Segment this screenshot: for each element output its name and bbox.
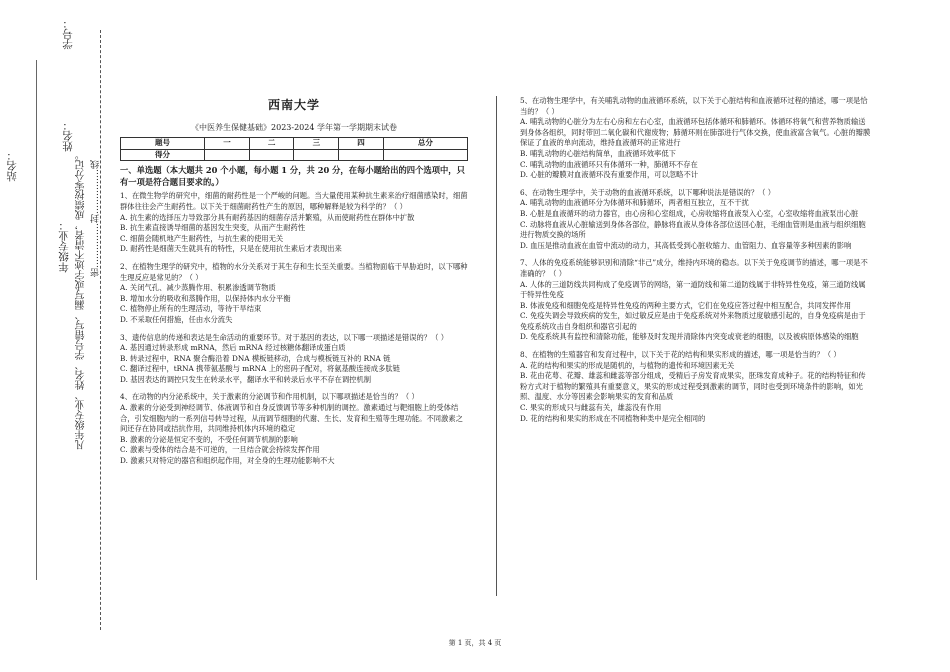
- option-b: B. 体液免疫和细胞免疫是特异性免疫的两种主要方式，它们在免疫应答过程中相互配合，共同发挥作用: [520, 300, 852, 310]
- question-stem: 3、遗传信息的传递和表达是生命活动的重要环节。对于基因的表达，以下哪一项描述是错误的？（ ）: [120, 332, 449, 342]
- question-1: [120, 191, 468, 255]
- option-c: C. 果实的形成只与雌蕊有关，雄蕊没有作用: [520, 403, 662, 413]
- option-d: D. 心脏的瓣膜对血液循环没有重要作用，可以忽略不计: [520, 170, 699, 180]
- exam-room-label: 站名：: [6, 150, 18, 182]
- question-7: [520, 258, 872, 343]
- question-stem: 2、在植物生理学的研究中，植物的水分关系对于其生存和生长至关重要。当植物面临干旱胁迫时，以下哪种生理反应是常见的？（ ）: [120, 261, 468, 282]
- option-c: C. 动脉将血液从心脏输送到身体各部位，静脉将血液从身体各部位送回心脏，毛细血管则是血液与组织细胞进行物质交换的场所: [520, 219, 866, 240]
- section-1-heading: 一、单选题（本大题共 20 个小题，每小题 1 分，共 20 分，在每小题给出的四个选项中，只有一项是符合题目要求的。）: [120, 165, 465, 187]
- page-footer: 第 1 页，共 4 页: [448, 639, 502, 647]
- option-b: B. 哺乳动物的心脏结构简单，血液循环效率低下: [520, 148, 676, 158]
- university-name: 西南大学: [267, 98, 320, 112]
- score-table-score-row: [121, 149, 468, 161]
- option-d: D. 血压是推动血液在血管中流动的动力，其高低受到心脏收缩力、血管阻力、血容量等多种因素的影响: [520, 240, 852, 250]
- option-a: A. 关闭气孔、减少蒸腾作用、积累渗透调节物质: [120, 283, 276, 293]
- question-2: [120, 262, 468, 326]
- option-a: A. 花的结构和果实的形成是随机的，与植物的遗传和环境因素无关: [520, 360, 735, 370]
- question-stem: 5、在动物生理学中，有关哺乳动物的血液循环系统，以下关于心脏结构和血液循环过程的描述，哪一项是恰当的？（ ）: [520, 96, 868, 116]
- question-3: [120, 333, 468, 386]
- option-d: D. 基因表达的调控只发生在转录水平，翻译水平和转录后水平不存在调控机制: [120, 374, 372, 384]
- score-cell: 四: [339, 138, 384, 150]
- option-d: D. 花的结构和果实的形成在不同植物种类中是完全相同的: [520, 413, 706, 423]
- question-8: [520, 350, 872, 424]
- question-6: [520, 188, 872, 252]
- binding-margin: [0, 0, 110, 672]
- option-b: B. 抗生素直接诱导细菌的基因发生突变，从而产生耐药性: [120, 223, 306, 233]
- option-a: A. 基因通过转录形成 mRNA，然后 mRNA 经过核糖体翻译成蛋白质: [120, 343, 346, 353]
- option-a: A. 抗生素的选择压力导致部分具有耐药基因的细菌存活并繁殖，从而使耐药性在群体中扩散: [120, 212, 415, 222]
- left-column: [120, 96, 468, 474]
- option-a: A. 哺乳动物的血液循环分为体循环和肺循环，两者相互独立，互不干扰: [520, 198, 749, 208]
- score-row-label: 得分: [121, 149, 205, 161]
- option-b: B. 增加水分的吸收和蒸腾作用，以保持体内水分平衡: [120, 293, 291, 303]
- question-stem: 1、在微生物学的研究中，细菌的耐药性是一个严峻的问题。当大量使用某种抗生素来治疗细菌感染时，细菌群体往往会产生耐药性。以下关于细菌耐药性产生的原因，哪种解释是较为科学的？（ ）: [120, 191, 468, 211]
- column-divider: [496, 96, 497, 596]
- score-table: [120, 137, 468, 161]
- right-column: [520, 96, 872, 431]
- option-c: C. 细菌会随机地产生耐药性，与抗生素的使用无关: [120, 233, 284, 243]
- score-cell: 总分: [383, 138, 467, 150]
- score-cell: 题号: [121, 138, 205, 150]
- option-d: D. 不采取任何措施，任由水分流失: [120, 314, 233, 324]
- fill-in-line: [36, 60, 37, 580]
- score-table-header-row: [121, 138, 468, 150]
- exam-title: 《中医养生保健基础》2023-2024 学年第一学期期末试卷: [191, 122, 397, 132]
- option-d: D. 耐药性是细菌天生就具有的特性，只是在使用抗生素后才表现出来: [120, 244, 342, 254]
- warning-text: 凡年级专业、姓名、学号错写、漏写或字迹不清者，成绩按零分记。: [76, 150, 87, 450]
- option-b: B. 花由花萼、花瓣、雄蕊和雌蕊等部分组成，受精后子房发育成果实，胚珠发育成种子。花的结构特征和传粉方式对于植物的繁殖具有重要意义，果实的形成过程受到激素的调节，同时也受到环境条件的影响，如光照、温度、水分等因素会影响果实的发育和品质: [520, 371, 866, 402]
- score-cell: 一: [205, 138, 250, 150]
- option-c: C. 翻译过程中，tRNA 携带氨基酸与 mRNA 上的密码子配对，将氨基酸连接成多肽链: [120, 364, 400, 374]
- name-label: 姓名：: [62, 120, 74, 152]
- option-a: A. 哺乳动物的心脏分为左右心房和左右心室，血液循环包括体循环和肺循环。体循环将氧气和营养物质输送到身体各组织，同时带回二氧化碳和代谢废物；肺循环则在肺部进行气体交换，使血液富含氧气。心脏的瓣膜保证了血液的单向流动，维持血液循环的正常进行: [520, 117, 871, 148]
- question-stem: 8、在植物的生殖器官和发育过程中，以下关于花的结构和果实形成的描述，哪一项是恰当的？（ ）: [520, 350, 841, 360]
- seal-dashed-line: [100, 30, 101, 630]
- option-b: B. 心脏是血液循环的动力器官，由心房和心室组成，心房收缩将血液泵入心室，心室收缩将血液泵出心脏: [520, 208, 859, 218]
- option-c: C. 免疫失调会导致疾病的发生，如过敏反应是由于免疫系统对外来物质过度敏感引起的，自身免疫病是由于免疫系统攻击自身组织和器官引起的: [520, 311, 866, 331]
- option-b: B. 转录过程中，RNA 聚合酶沿着 DNA 模板链移动，合成与模板链互补的 RNA 链: [120, 353, 391, 363]
- score-input-cell[interactable]: [205, 149, 250, 161]
- score-cell: 二: [249, 138, 294, 150]
- question-5: [520, 96, 872, 181]
- option-b: B. 激素的分泌是恒定不变的，不受任何调节机制的影响: [120, 434, 298, 444]
- question-stem: 4、在动物的内分泌系统中，关于激素的分泌调节和作用机制，以下哪项描述是恰当的？（ ）: [120, 392, 419, 402]
- question-stem: 7、人体的免疫系统能够识别和清除“非己”成分，维持内环境的稳态。以下关于免疫调节的描述，哪一项是不准确的？（ ）: [520, 258, 868, 278]
- option-c: C. 激素与受体的结合是不可逆的，一旦结合就会持续发挥作用: [120, 445, 320, 455]
- question-4: [120, 392, 468, 466]
- score-cell: 三: [294, 138, 339, 150]
- class-label: 年级专业：: [58, 220, 70, 273]
- option-d: D. 免疫系统具有监控和清除功能，能够及时发现并清除体内突变或衰老的细胞，以及被病原体感染的细胞: [520, 332, 859, 342]
- seal-line-text: 密……………封……………线: [91, 160, 101, 277]
- option-a: A. 激素的分泌受到神经调节、体液调节和自身反馈调节等多种机制的调控。激素通过与靶细胞上的受体结合，引发细胞内的一系列信号转导过程，从而调节细胞的代谢、生长、发育和生殖等生理功能。不同激素之间还存在协同或拮抗作用，共同维持机体内环境的稳定: [120, 403, 463, 434]
- question-stem: 6、在动物生理学中，关于动物的血液循环系统，以下哪种说法是错误的？（ ）: [520, 187, 776, 197]
- score-input-cell[interactable]: [339, 149, 384, 161]
- student-id-label: 学号：: [62, 18, 74, 50]
- score-input-cell[interactable]: [249, 149, 294, 161]
- option-a: A. 人体的三道防线共同构成了免疫调节的网络，第一道防线和第二道防线属于非特异性免疫，第三道防线属于特异性免疫: [520, 279, 866, 300]
- option-c: C. 植物停止所有的生理活动，等待干旱结束: [120, 304, 262, 314]
- option-c: C. 哺乳动物的血液循环只有体循环一种，肺循环不存在: [520, 159, 698, 169]
- score-input-cell[interactable]: [294, 149, 339, 161]
- score-input-cell[interactable]: [383, 149, 467, 161]
- option-d: D. 激素只对特定的器官和组织起作用，对全身的生理功能影响不大: [120, 456, 335, 466]
